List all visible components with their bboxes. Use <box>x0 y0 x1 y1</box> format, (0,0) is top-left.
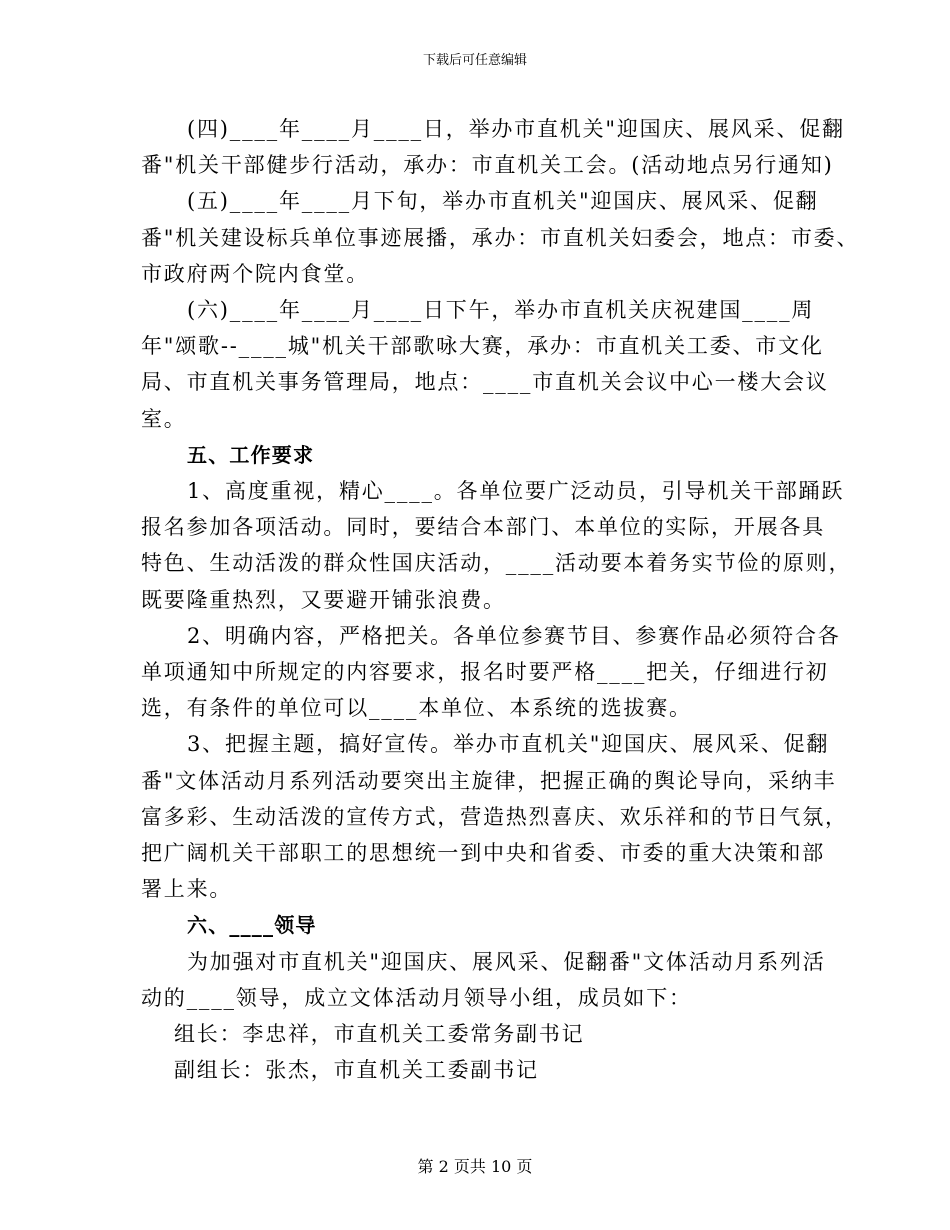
text-line: 番"机关干部健步行活动，承办：市直机关工会。(活动地点另行通知) <box>141 153 834 178</box>
text-line: 特色、生动活泼的群众性国庆活动，____活动要本着务实节俭的原则， <box>141 551 852 576</box>
text-line: 单项通知中所规定的内容要求，报名时要严格____把关，仔细进行初 <box>141 660 829 685</box>
text-line: 番"文体活动月系列活动要突出主旋律，把握正确的舆论导向，采纳丰 <box>141 768 837 793</box>
activity-item-5 <box>141 183 860 292</box>
leader-line: 组长：李忠祥，市直机关工委常务副书记 <box>174 1022 585 1047</box>
text-line: (五)____年____月下旬，举办市直机关"迎国庆、展风采、促翻 <box>187 189 819 214</box>
text-line: 1、高度重视，精心____。各单位要广泛动员，引导机关干部踊跃 <box>187 479 845 504</box>
requirement-item-1 <box>141 473 852 618</box>
text-line: 市政府两个院内食堂。 <box>141 261 369 286</box>
text-line: 2、明确内容，严格把关。各单位参赛节目、参赛作品必须符合各 <box>187 623 841 648</box>
text-line: 年"颂歌--____城"机关干部歌咏大赛，承办：市直机关工委、市文化 <box>141 334 824 359</box>
text-line: 室。 <box>141 406 187 431</box>
text-line: 局、市直机关事务管理局，地点：____市直机关会议中心一楼大会议 <box>141 370 829 395</box>
text-line: 既要隆重热烈，又要避开铺张浪费。 <box>141 587 506 612</box>
deputy-leader-line: 副组长：张杰，市直机关工委副书记 <box>174 1058 539 1083</box>
activity-item-4 <box>141 111 845 183</box>
text-line: 署上来。 <box>141 877 233 902</box>
text-line: 富多彩、生动活泼的宣传方式，营造热烈喜庆、欢乐祥和的节日气氛， <box>141 804 848 829</box>
leader-entry <box>141 1016 821 1052</box>
text-line: 选，有条件的单位可以____本单位、本系统的选拔赛。 <box>141 696 692 721</box>
text-line: 番"机关建设标兵单位事迹展播，承办：市直机关妇委会，地点：市委、 <box>141 225 860 250</box>
requirement-item-3 <box>141 726 848 907</box>
text-line: 把广阔机关干部职工的思想统一到中央和省委、市委的重大决策和部 <box>141 841 825 866</box>
section-heading-leadership: 六、____领导 <box>187 913 317 938</box>
section-heading-work-requirements: 五、工作要求 <box>187 442 315 467</box>
text-line: 报名参加各项活动。同时，要结合本部门、本单位的实际，开展各具 <box>141 515 825 540</box>
text-line: 3、把握主题，搞好宣传。举办市直机关"迎国庆、展风采、促翻 <box>187 732 830 757</box>
text-line: 为加强对市直机关"迎国庆、展风采、促翻番"文体活动月系列活 <box>187 949 826 974</box>
page-number: 第 2 页共 10 页 <box>417 1157 533 1176</box>
leadership-intro <box>141 944 826 1016</box>
text-line: 动的____领导，成立文体活动月领导小组，成员如下： <box>141 985 692 1010</box>
activity-item-6 <box>141 292 829 437</box>
document-body <box>141 111 860 1088</box>
text-line: (六)____年____月____日下午，举办市直机关庆祝建国____周 <box>187 298 815 323</box>
requirement-item-2 <box>141 618 841 727</box>
text-line: (四)____年____月____日，举办市直机关"迎国庆、展风采、促翻 <box>187 117 845 141</box>
page-header: 下载后可任意编辑 <box>422 53 527 68</box>
deputy-leader-entry <box>141 1052 821 1088</box>
